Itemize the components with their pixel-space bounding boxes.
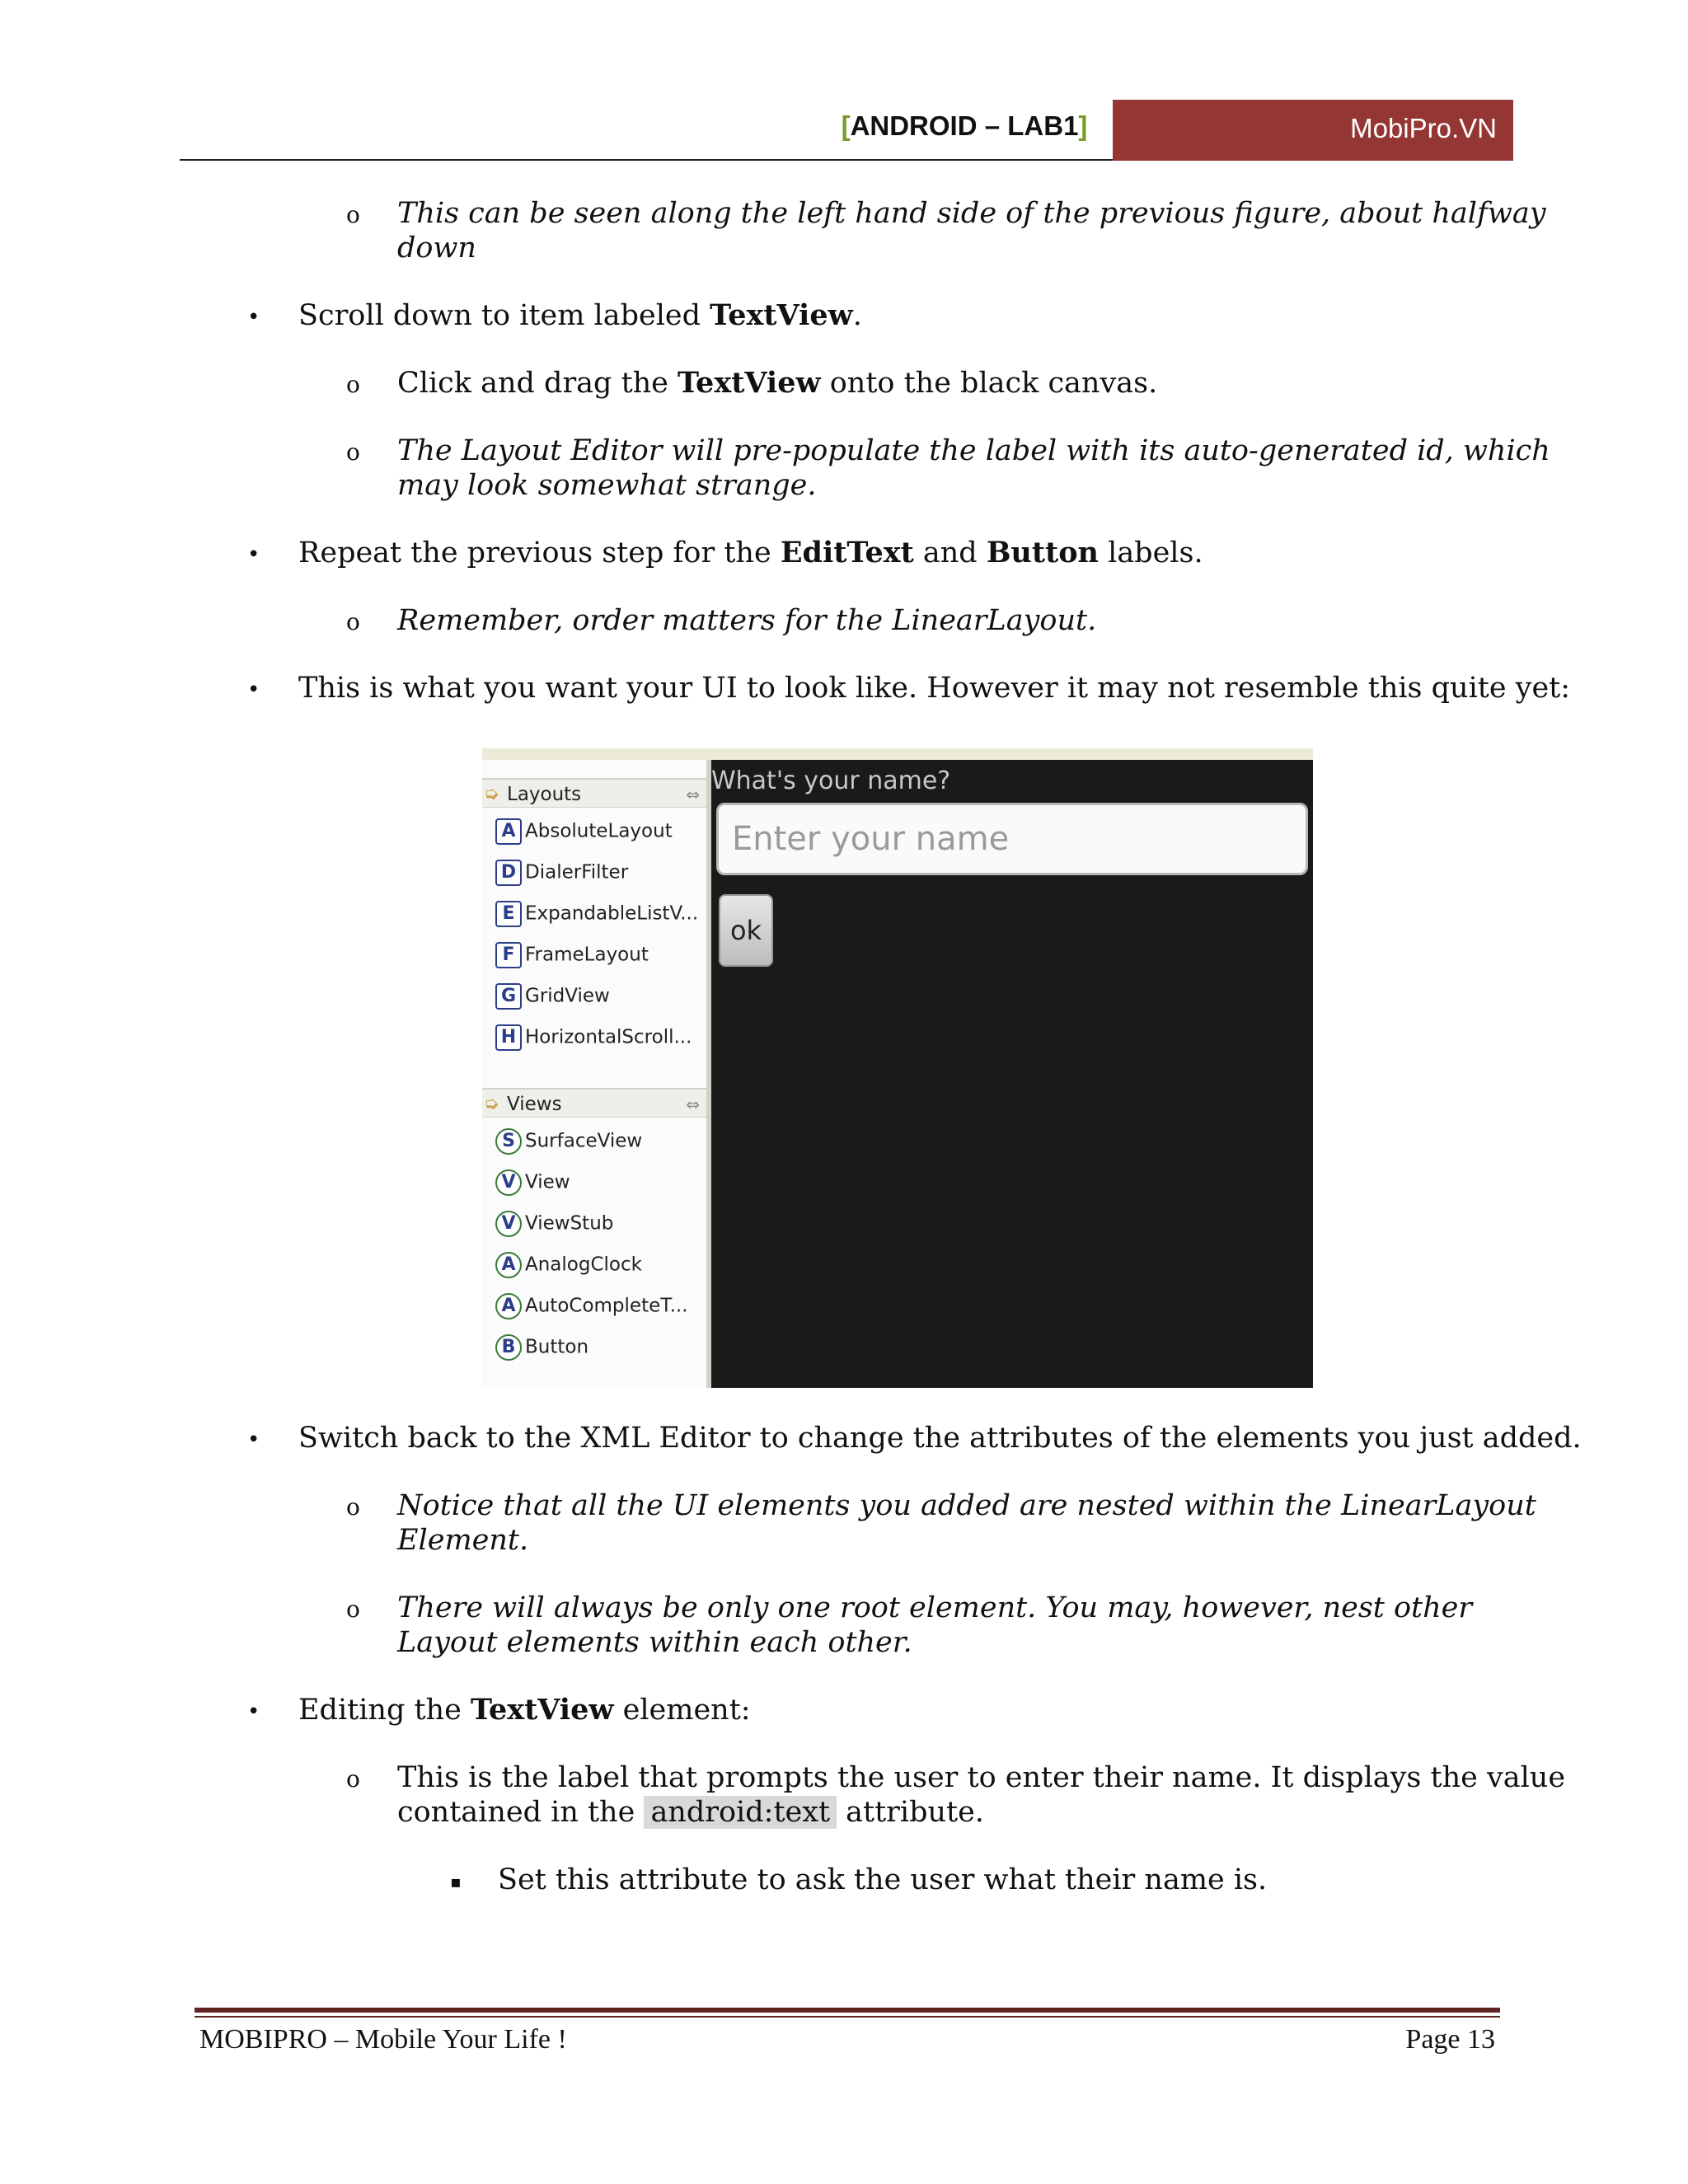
palette-item-autocompletet[interactable]: [495, 1289, 688, 1322]
layout-editor-screenshot: [482, 748, 1313, 1388]
widget-icon: E: [495, 901, 522, 927]
code-highlight: android:text: [644, 1796, 837, 1829]
circle-bullet: o: [346, 608, 360, 635]
circle-bullet: o: [346, 438, 360, 466]
palette-item-label: SurfaceView: [525, 1130, 643, 1152]
black-canvas: [711, 760, 1313, 1388]
header-title-text: ANDROID – LAB1: [850, 110, 1079, 141]
palette-item-horizontalscroll[interactable]: [495, 1020, 692, 1053]
sub-item-2: Click and drag the TextView onto the black canvas.: [397, 366, 1158, 400]
palette-header-layouts[interactable]: [482, 778, 706, 808]
palette-item-view[interactable]: [495, 1165, 570, 1198]
sub-item-6-cont: Layout elements within each other.: [397, 1626, 912, 1659]
page-number: Page 13: [1405, 2024, 1495, 2055]
palette-item-dialerfilter[interactable]: [495, 855, 628, 888]
bracket-close: ]: [1078, 110, 1088, 141]
widget-icon: G: [495, 983, 522, 1010]
circle-bullet: o: [346, 1765, 360, 1793]
widget-icon: A: [495, 1252, 522, 1278]
bullet-item-1: Scroll down to item labeled TextView.: [298, 298, 862, 332]
bullet-item-3: This is what you want your UI to look like. However it may not resemble this quite yet:: [298, 672, 1571, 705]
widget-icon: S: [495, 1128, 522, 1155]
bracket-open: [: [841, 110, 851, 141]
palette-item-label: AnalogClock: [525, 1254, 642, 1276]
sub-item-5: Notice that all the UI elements you added are nested within the LinearLayout: [397, 1489, 1536, 1522]
palette-item-label: AutoCompleteT...: [525, 1295, 688, 1317]
palette-item-gridview[interactable]: [495, 979, 610, 1012]
disc-bullet: •: [247, 542, 260, 567]
sub-item-6: There will always be only one root element. You may, however, nest other: [397, 1591, 1473, 1624]
widget-icon: D: [495, 860, 522, 886]
collapse-icon: ⇔: [686, 785, 700, 804]
palette-item-surfaceview[interactable]: [495, 1124, 642, 1157]
footer-rule-thin: [195, 2016, 1500, 2018]
palette-item-label: ExpandableListV...: [525, 902, 699, 925]
widget-icon: H: [495, 1024, 522, 1051]
figure-top-bar: [482, 748, 1313, 760]
palette-item-absolutelayout[interactable]: [495, 814, 673, 847]
widget-icon: V: [495, 1211, 522, 1237]
folder-icon: ➭: [484, 1094, 499, 1114]
circle-bullet: o: [346, 1493, 360, 1521]
disc-bullet: •: [247, 677, 260, 702]
header-divider: [180, 159, 1113, 161]
palette-item-analogclock[interactable]: [495, 1248, 642, 1281]
disc-bullet: •: [247, 1427, 260, 1452]
circle-bullet: o: [346, 1596, 360, 1623]
sub-item-7-cont: contained in the android:text attribute.: [397, 1796, 984, 1829]
widget-icon: B: [495, 1334, 522, 1361]
palette-item-label: FrameLayout: [525, 944, 649, 966]
canvas-edittext[interactable]: Enter your name: [716, 803, 1308, 875]
footer-rule-thick: [195, 2008, 1500, 2013]
folder-icon: ➭: [484, 784, 499, 804]
palette-item-label: DialerFilter: [525, 861, 629, 883]
circle-bullet: o: [346, 371, 360, 398]
disc-bullet: •: [247, 305, 260, 330]
palette-item-viewstub[interactable]: [495, 1207, 613, 1240]
sub-item-1-cont: down: [397, 232, 476, 265]
square-item-1: Set this attribute to ask the user what their name is.: [498, 1863, 1268, 1896]
collapse-icon: ⇔: [686, 1094, 700, 1114]
bullet-item-2: Repeat the previous step for the EditText and Button labels.: [298, 536, 1203, 569]
palette-item-label: ViewStub: [525, 1212, 614, 1235]
circle-bullet: o: [346, 201, 360, 228]
palette-item-label: GridView: [525, 985, 610, 1007]
palette-item-label: View: [525, 1171, 570, 1193]
palette-header-label: Views: [507, 1094, 562, 1115]
palette-item-label: Button: [525, 1336, 589, 1358]
palette-header-label: Layouts: [507, 784, 582, 805]
widget-icon: F: [495, 942, 522, 968]
sub-item-3: The Layout Editor will pre-populate the label with its auto-generated id, which: [397, 434, 1550, 467]
palette-item-button[interactable]: [495, 1330, 588, 1363]
palette-item-expandablelistv[interactable]: [495, 897, 698, 930]
disc-bullet: •: [247, 1699, 260, 1724]
widget-icon: A: [495, 1293, 522, 1319]
bullet-item-4: Switch back to the XML Editor to change the attributes of the elements you just added.: [298, 1422, 1582, 1455]
footer-left: MOBIPRO – Mobile Your Life !: [199, 2024, 567, 2055]
palette-item-label: HorizontalScroll...: [525, 1026, 692, 1048]
header-brand: MobiPro.VN: [1113, 100, 1513, 161]
palette-item-label: AbsoluteLayout: [525, 820, 673, 842]
palette-header-views[interactable]: [482, 1088, 706, 1118]
canvas-ok-button[interactable]: ok: [719, 894, 773, 967]
sub-item-3-cont: may look somewhat strange.: [397, 469, 817, 502]
sub-item-4: Remember, order matters for the LinearLayout.: [397, 604, 1097, 637]
palette-item-framelayout[interactable]: [495, 938, 649, 971]
sub-item-5-cont: Element.: [397, 1524, 529, 1557]
header-title: [824, 110, 1104, 142]
widget-icon: A: [495, 818, 522, 845]
bullet-item-5: Editing the TextView element:: [298, 1693, 751, 1727]
sub-item-7: This is the label that prompts the user to enter their name. It displays the value: [397, 1761, 1566, 1794]
square-bullet: ▪: [450, 1872, 462, 1891]
widget-icon: V: [495, 1169, 522, 1196]
canvas-textview: What's your name?: [711, 766, 951, 795]
sub-item-1: This can be seen along the left hand side of the previous figure, about halfway: [397, 197, 1546, 230]
palette-panel: [482, 760, 711, 1388]
